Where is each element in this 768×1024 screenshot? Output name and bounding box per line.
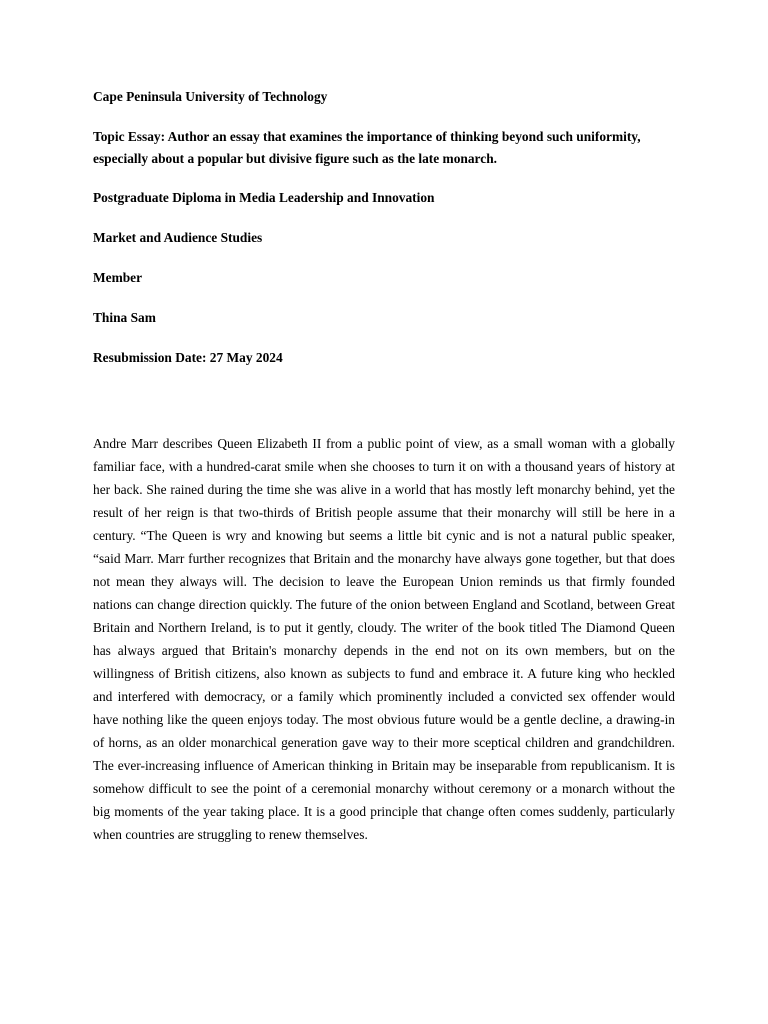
author-heading: Thina Sam [93,310,156,325]
institution-heading: Cape Peninsula University of Technology [93,89,328,104]
role-heading: Member [93,270,143,285]
topic-heading: Topic Essay: Author an essay that examines the importance of thinking beyond such uniformity, especially about a popular but divisive figure such as the late monarch. [93,129,641,166]
resubmission-date: Resubmission Date: 27 May 2024 [93,350,283,365]
document-page [93,86,675,846]
module-heading: Market and Audience Studies [93,230,263,245]
programme-heading: Postgraduate Diploma in Media Leadership and Innovation [93,190,435,205]
essay-body-paragraph: Andre Marr describes Queen Elizabeth II from a public point of view, as a small woman with a globally familiar face, with a hundred-carat smile when she chooses to turn it on with a thousand years of history at her back. She rained during the time she was alive in a world that has mostly left monarchy behind, yet the result of her reign is that two-thirds of British people assume that their monarchy will still be here in a century. “The Queen is wry and knowing but seems a little bit cynic and is not a natural public speaker, “said Marr. Marr further recognizes that Britain and the monarchy have always gone together, but that does not mean they always will. The decision to leave the European Union reminds us that firmly founded nations can change direction quickly. The future of the onion between England and Scotland, between Great Britain and Northern Ireland, is to put it gently, cloudy. The writer of the book titled The Diamond Queen has always argued that Britain's monarchy depends in the end not on its own members, but on the willingness of British citizens, also known as subjects to fund and embrace it. A future king who heckled and interfered with democracy, or a family which prominently included a convicted sex offender would have nothing like the queen enjoys today. The most obvious future would be a gentle decline, a drawing-in of horns, as an older monarchical generation gave way to their more sceptical children and grandchildren. The ever-increasing influence of American thinking in Britain may be inseparable from republicanism. It is somehow difficult to see the point of a ceremonial monarchy without ceremony or a monarch without the big moments of the year taking place. It is a good principle that change often comes suddenly, particularly when countries are struggling to renew themselves. [93,436,675,842]
